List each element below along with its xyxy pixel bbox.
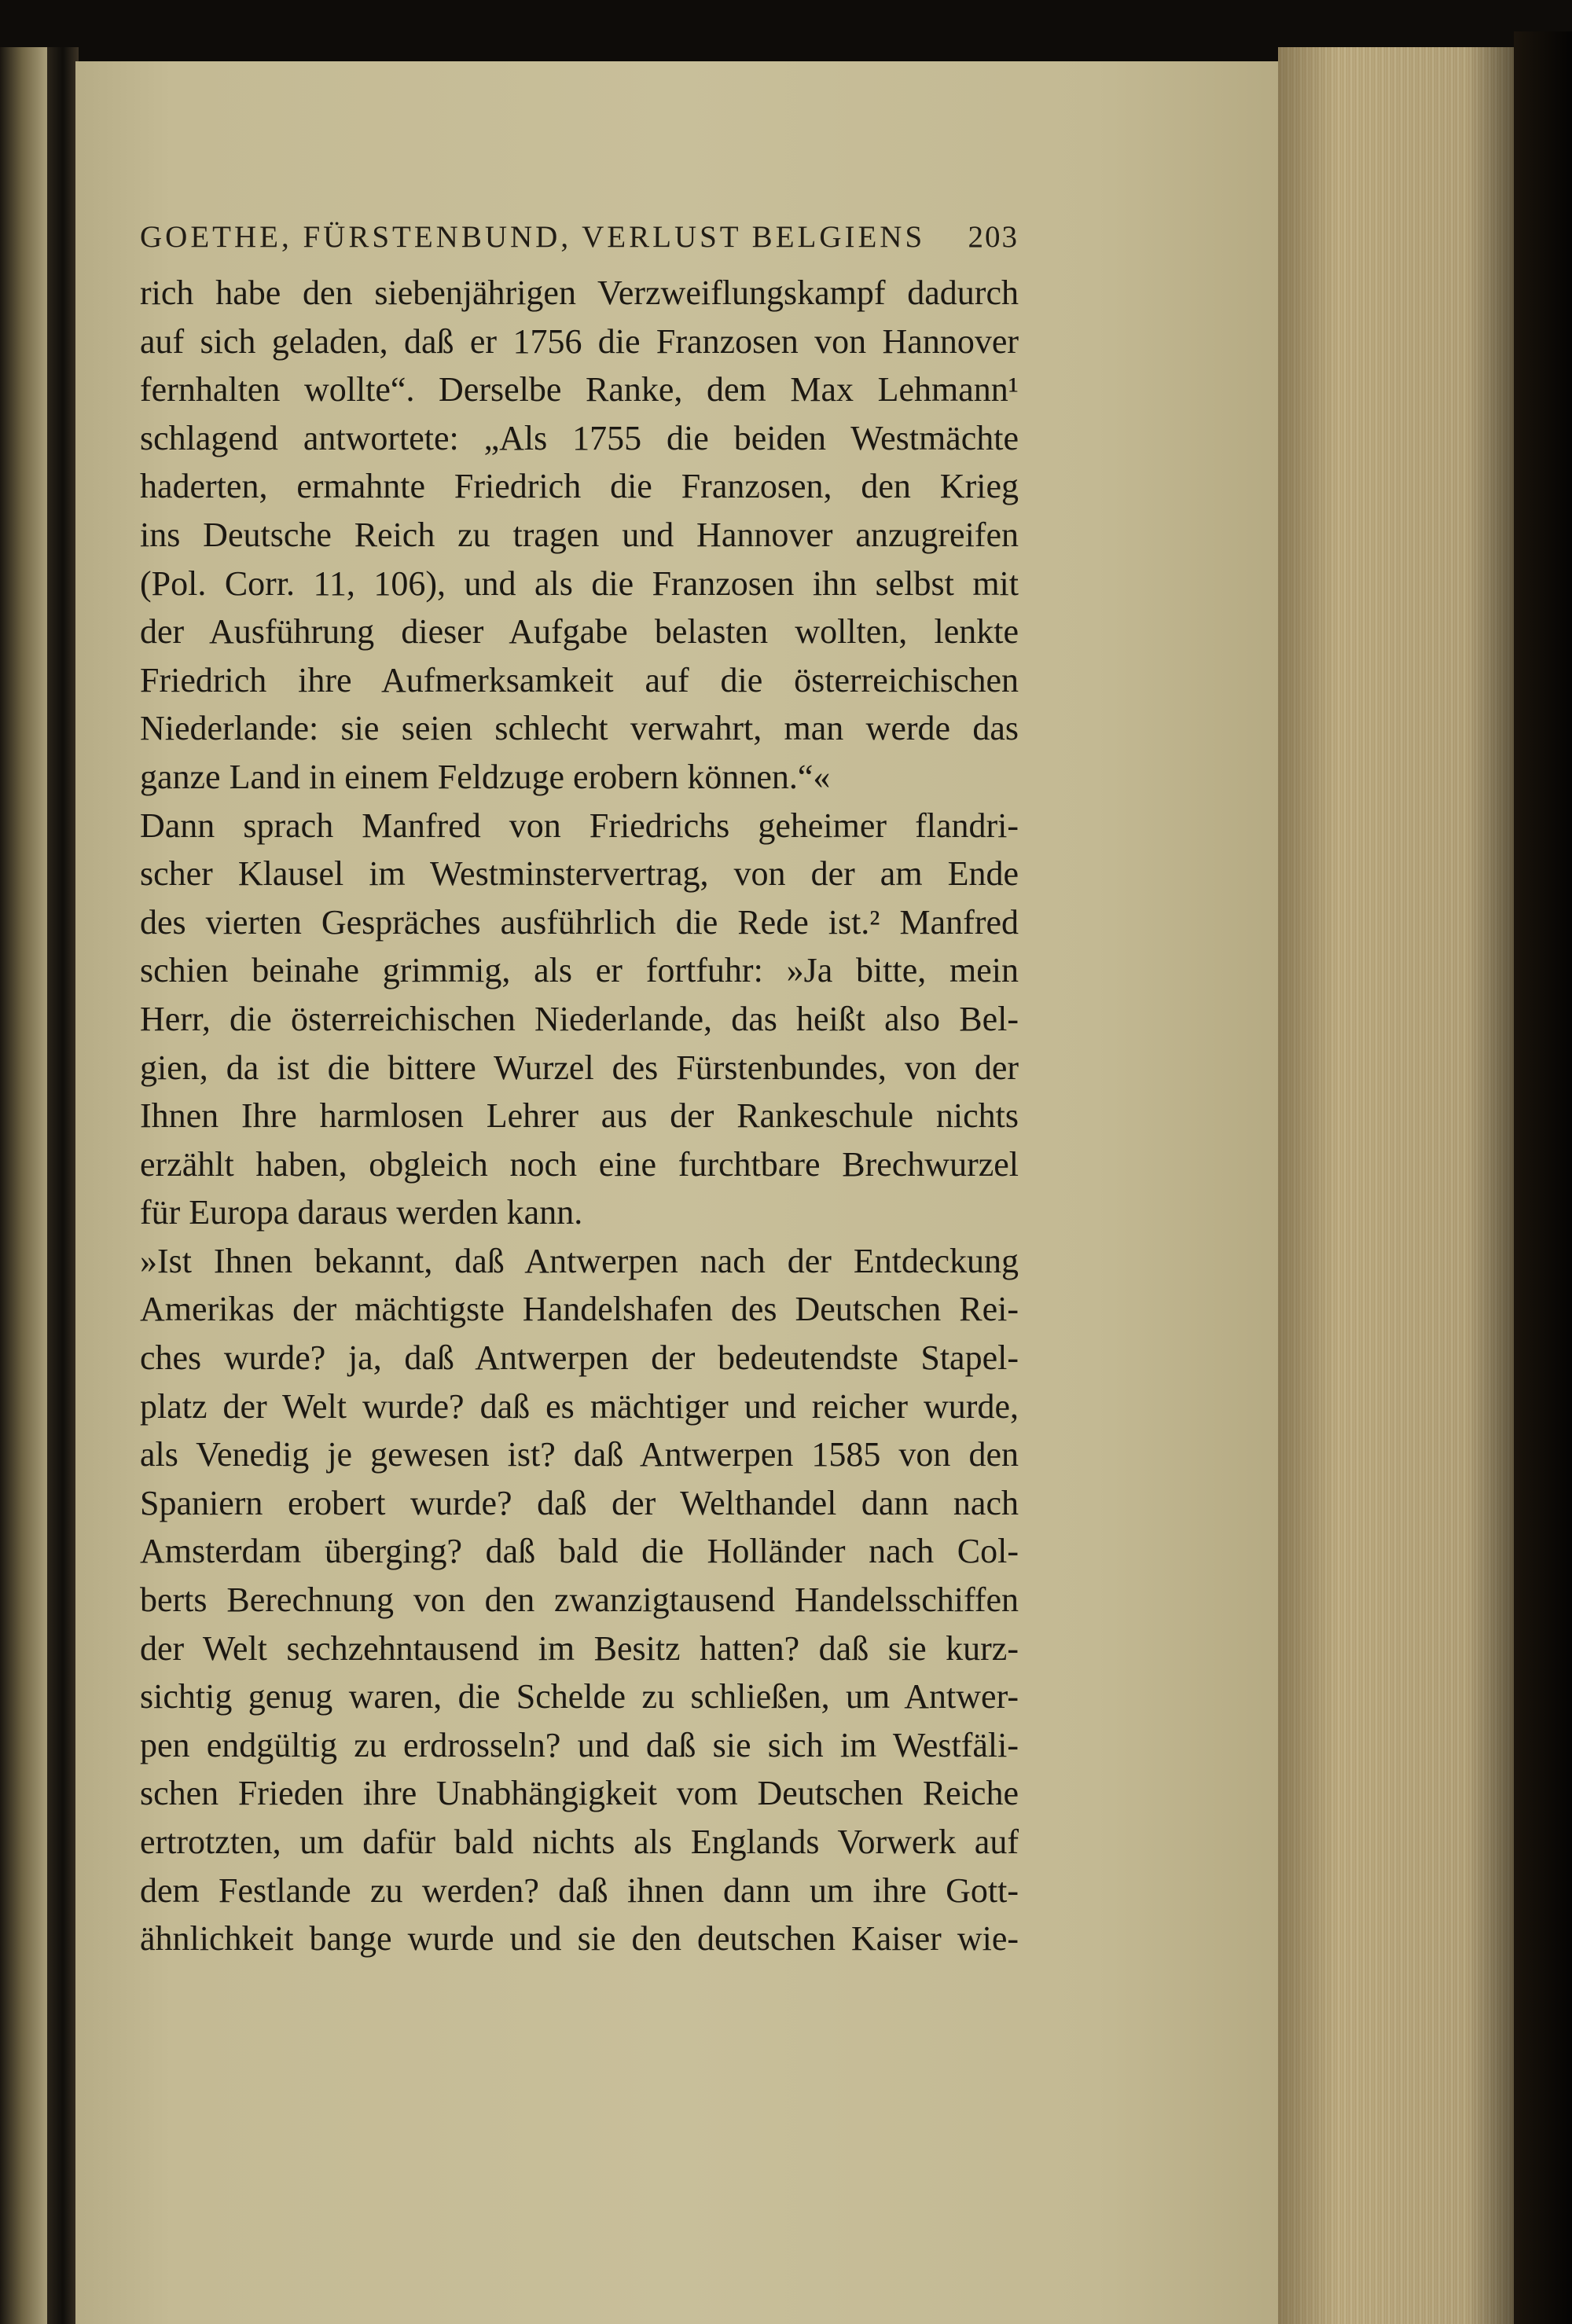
book-cover-edge bbox=[1514, 31, 1572, 2324]
text-line: ähnlichkeit bange wurde und sie den deutschen Kaiser wie- bbox=[140, 1919, 1019, 1959]
body-text bbox=[140, 269, 1019, 1963]
text-line: Spaniern erobert wurde? daß der Welthandel dann nach bbox=[140, 1483, 1019, 1522]
page-number: 203 bbox=[968, 220, 1019, 254]
text-line: (Pol. Corr. 11, 106), und als die Franzosen ihn selbst mit bbox=[140, 564, 1019, 603]
page-stack-shadow bbox=[1278, 47, 1514, 2324]
text-line: für Europa daraus werden kann. bbox=[140, 1193, 583, 1232]
text-line: schen Frieden ihre Unabhängigkeit vom Deutschen Reiche bbox=[140, 1774, 1019, 1813]
text-line: sichtig genug waren, die Schelde zu schließen, um Antwer- bbox=[140, 1677, 1019, 1716]
book-gutter bbox=[47, 47, 79, 2324]
text-line: dem Festlande zu werden? daß ihnen dann um ihre Gott- bbox=[140, 1871, 1019, 1910]
text-line: Ihnen Ihre harmlosen Lehrer aus der Rankeschule nichts bbox=[140, 1096, 1019, 1136]
text-line: erzählt haben, obgleich noch eine furchtbare Brechwurzel bbox=[140, 1144, 1019, 1184]
text-line: der Ausführung dieser Aufgabe belasten wollten, lenkte bbox=[140, 612, 1019, 652]
text-line: des vierten Gespräches ausführlich die Rede ist.² Manfred bbox=[140, 902, 1019, 942]
text-line: als Venedig je gewesen ist? daß Antwerpen 1585 von den bbox=[140, 1435, 1019, 1474]
text-line: platz der Welt wurde? daß es mächtiger und reicher wurde, bbox=[140, 1386, 1019, 1426]
text-line: Amsterdam überging? daß bald die Holländer nach Col- bbox=[140, 1532, 1019, 1571]
text-line: Amerikas der mächtigste Handelshafen des Deutschen Rei- bbox=[140, 1290, 1019, 1329]
text-line: pen endgültig zu erdrosseln? und daß sie sich im Westfäli- bbox=[140, 1725, 1019, 1764]
text-line: Niederlande: sie seien schlecht verwahrt, man werde das bbox=[140, 709, 1019, 748]
text-line: ches wurde? ja, daß Antwerpen der bedeutendste Stapel- bbox=[140, 1338, 1019, 1378]
text-line: Dann sprach Manfred von Friedrichs geheimer flandri- bbox=[140, 806, 1019, 845]
text-line: ganze Land in einem Feldzuge erobern können.“« bbox=[140, 757, 831, 796]
text-line: ertrotzten, um dafür bald nichts als Englands Vorwerk auf bbox=[140, 1823, 1019, 1861]
text-line: schien beinahe grimmig, als er fortfuhr: »Ja bitte, mein bbox=[140, 951, 1019, 990]
text-line: fernhalten wollte“. Derselbe Ranke, dem Max Lehmann¹ bbox=[140, 370, 1019, 409]
text-line: gien, da ist die bittere Wurzel des Fürstenbundes, von der bbox=[140, 1048, 1019, 1087]
text-line: rich habe den siebenjährigen Verzweiflungskampf dadurch bbox=[140, 274, 1019, 312]
page-content bbox=[140, 206, 1019, 1963]
text-line: berts Berechnung von den zwanzigtausend Handelsschiffen bbox=[140, 1581, 1019, 1620]
text-line: Herr, die österreichischen Niederlande, das heißt also Bel- bbox=[140, 999, 1019, 1038]
running-head-title: GOETHE, FÜRSTENBUND, VERLUST BELGIENS bbox=[140, 220, 926, 254]
text-line: auf sich geladen, daß er 1756 die Franzosen von Hannover bbox=[140, 321, 1019, 361]
text-line: ins Deutsche Reich zu tragen und Hannover anzugreifen bbox=[140, 515, 1019, 554]
running-head bbox=[140, 206, 1019, 269]
text-line: »Ist Ihnen bekannt, daß Antwerpen nach der Entdeckung bbox=[140, 1241, 1019, 1280]
text-line: Friedrich ihre Aufmerksamkeit auf die österreichischen bbox=[140, 660, 1019, 699]
text-line: scher Klausel im Westminstervertrag, von der am Ende bbox=[140, 854, 1019, 894]
text-line: haderten, ermahnte Friedrich die Franzosen, den Krieg bbox=[140, 467, 1019, 506]
text-line: der Welt sechzehntausend im Besitz hatten? daß sie kurz- bbox=[140, 1628, 1019, 1668]
text-line: schlagend antwortete: „Als 1755 die beiden Westmächte bbox=[140, 418, 1019, 457]
